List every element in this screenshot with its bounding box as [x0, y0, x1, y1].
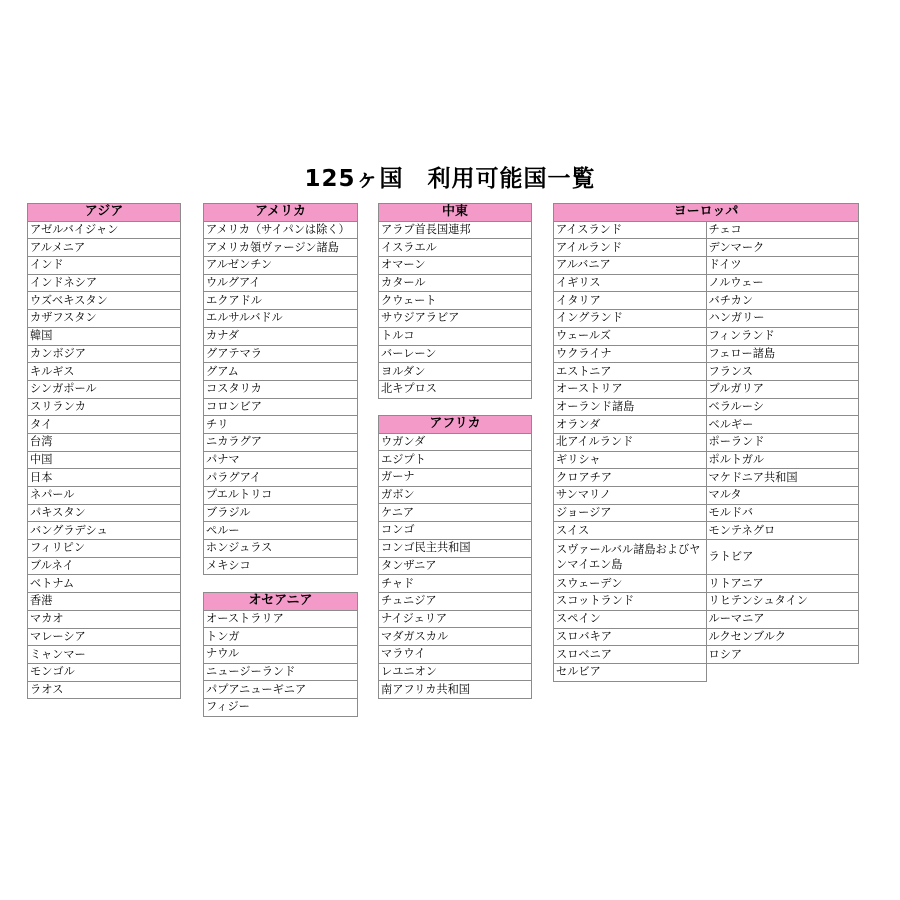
- country-cell-europe: ノルウェー: [706, 274, 859, 292]
- country-cell-europe: ベルギー: [706, 416, 859, 434]
- table-row: [204, 292, 358, 310]
- table-row: [379, 592, 532, 610]
- country-cell-europe: ドイツ: [706, 257, 859, 275]
- country-cell-oceania: ナウル: [204, 646, 358, 664]
- country-cell-europe: リヒテンシュタイン: [706, 593, 859, 611]
- country-cell-europe: オランダ: [554, 416, 707, 434]
- country-cell-europe: ハンガリー: [706, 310, 859, 328]
- table-row: [379, 292, 532, 310]
- table-row: [28, 575, 181, 593]
- country-cell-africa: タンザニア: [379, 557, 532, 575]
- country-cell-europe: モンテネグロ: [706, 522, 859, 540]
- country-cell-americas: ウルグアイ: [204, 274, 358, 292]
- country-cell-europe: スロベニア: [554, 646, 707, 664]
- country-cell-americas: プエルトリコ: [204, 487, 358, 505]
- country-cell-americas: ペルー: [204, 522, 358, 540]
- table-row: [554, 451, 859, 469]
- country-cell-africa: レユニオン: [379, 663, 532, 681]
- table-row: [204, 663, 358, 681]
- table-row: [554, 345, 859, 363]
- country-cell-europe: モルドバ: [706, 504, 859, 522]
- table-row: [554, 469, 859, 487]
- table-row: [554, 398, 859, 416]
- region-header-europe: ヨーロッパ: [554, 204, 859, 222]
- table-row: [554, 327, 859, 345]
- table-row: [379, 486, 532, 504]
- country-cell-americas: コロンビア: [204, 398, 358, 416]
- country-cell-europe: ベラルーシ: [706, 398, 859, 416]
- country-cell-asia: ブルネイ: [28, 557, 181, 575]
- country-cell-asia: カザフスタン: [28, 310, 181, 328]
- country-cell-europe: スロバキア: [554, 628, 707, 646]
- country-cell-asia: カンボジア: [28, 345, 181, 363]
- country-cell-oceania: パプアニューギニア: [204, 681, 358, 699]
- country-cell-africa: コンゴ民主共和国: [379, 539, 532, 557]
- country-cell-oceania: トンガ: [204, 628, 358, 646]
- table-row: [28, 380, 181, 398]
- table-row: [204, 487, 358, 505]
- country-cell-europe: ポルトガル: [706, 451, 859, 469]
- country-cell-americas: ホンジュラス: [204, 540, 358, 558]
- country-cell-europe: マルタ: [706, 487, 859, 505]
- region-table-americas: [203, 203, 358, 575]
- country-cell-asia: 台湾: [28, 433, 181, 451]
- country-cell-asia: 香港: [28, 593, 181, 611]
- table-row: [379, 645, 532, 663]
- country-cell-americas: コスタリカ: [204, 380, 358, 398]
- country-cell-americas: アルゼンチン: [204, 257, 358, 275]
- country-cell-middle-east: サウジアラビア: [379, 310, 532, 328]
- country-cell-americas: メキシコ: [204, 557, 358, 575]
- table-row: [379, 469, 532, 487]
- table-row: [379, 628, 532, 646]
- table-row: [379, 239, 532, 257]
- table-row: [379, 557, 532, 575]
- table-row: [28, 274, 181, 292]
- country-cell-europe: エストニア: [554, 363, 707, 381]
- table-row: [28, 398, 181, 416]
- country-cell-europe: アルバニア: [554, 257, 707, 275]
- table-row: [379, 221, 532, 239]
- table-row: [554, 593, 859, 611]
- table-row: [28, 451, 181, 469]
- country-cell-africa: エジプト: [379, 451, 532, 469]
- country-cell-europe: フィンランド: [706, 327, 859, 345]
- country-cell-europe: マケドニア共和国: [706, 469, 859, 487]
- country-cell-europe: デンマーク: [706, 239, 859, 257]
- country-cell-asia: モンゴル: [28, 663, 181, 681]
- country-cell-middle-east: カタール: [379, 274, 532, 292]
- country-cell-asia: アゼルバイジャン: [28, 221, 181, 239]
- country-cell-europe: 北アイルランド: [554, 433, 707, 451]
- table-row: [204, 363, 358, 381]
- table-row: [204, 257, 358, 275]
- table-row: [28, 257, 181, 275]
- country-cell-americas: カナダ: [204, 327, 358, 345]
- country-cell-europe: イギリス: [554, 274, 707, 292]
- country-cell-asia: アルメニア: [28, 239, 181, 257]
- country-cell-oceania: フィジー: [204, 699, 358, 717]
- table-row: [554, 221, 859, 239]
- region-table-europe: [553, 203, 859, 682]
- table-row: [554, 257, 859, 275]
- country-cell-europe: イタリア: [554, 292, 707, 310]
- country-cell-asia: バングラデシュ: [28, 522, 181, 540]
- table-row: [28, 681, 181, 699]
- country-cell-middle-east: オマーン: [379, 257, 532, 275]
- country-cell-asia: フィリピン: [28, 540, 181, 558]
- region-header-middle-east: 中東: [379, 204, 532, 222]
- country-cell-europe: ルクセンブルク: [706, 628, 859, 646]
- country-cell-europe: スペイン: [554, 610, 707, 628]
- country-cell-asia: ベトナム: [28, 575, 181, 593]
- empty-cell: [706, 663, 859, 681]
- table-row: [379, 274, 532, 292]
- country-cell-europe: フランス: [706, 363, 859, 381]
- country-cell-europe: ウクライナ: [554, 345, 707, 363]
- country-cell-europe: オーストリア: [554, 380, 707, 398]
- country-cell-americas: チリ: [204, 416, 358, 434]
- table-row: [379, 433, 532, 451]
- table-row: [28, 433, 181, 451]
- table-row: [379, 327, 532, 345]
- table-row: [204, 345, 358, 363]
- table-row: [204, 274, 358, 292]
- country-cell-asia: キルギス: [28, 363, 181, 381]
- country-cell-asia: 中国: [28, 451, 181, 469]
- table-row: [204, 239, 358, 257]
- table-row: [379, 257, 532, 275]
- country-cell-asia: タイ: [28, 416, 181, 434]
- table-row: [204, 557, 358, 575]
- table-row: [204, 504, 358, 522]
- table-row: [554, 487, 859, 505]
- table-row: [28, 540, 181, 558]
- table-row: [28, 487, 181, 505]
- table-row: [28, 363, 181, 381]
- country-cell-asia: マカオ: [28, 610, 181, 628]
- country-cell-europe: セルビア: [554, 663, 707, 681]
- region-table-oceania: [203, 592, 358, 717]
- country-cell-europe: スイス: [554, 522, 707, 540]
- table-row: [554, 610, 859, 628]
- table-row: [204, 380, 358, 398]
- table-row: [204, 416, 358, 434]
- country-cell-americas: パラグアイ: [204, 469, 358, 487]
- table-row: [379, 575, 532, 593]
- country-cell-africa: ナイジェリア: [379, 610, 532, 628]
- country-cell-middle-east: 北キプロス: [379, 380, 532, 398]
- country-cell-middle-east: トルコ: [379, 327, 532, 345]
- table-row: [379, 451, 532, 469]
- country-cell-africa: ウガンダ: [379, 433, 532, 451]
- table-row: [204, 646, 358, 664]
- country-cell-americas: エルサルバドル: [204, 310, 358, 328]
- table-row: [554, 504, 859, 522]
- table-row: [204, 681, 358, 699]
- table-row: [204, 469, 358, 487]
- country-cell-middle-east: アラブ首長国連邦: [379, 221, 532, 239]
- table-row: [204, 221, 358, 239]
- table-row: [28, 610, 181, 628]
- region-header-oceania: オセアニア: [204, 593, 358, 611]
- country-cell-europe: スコットランド: [554, 593, 707, 611]
- table-row: [204, 433, 358, 451]
- table-row: [28, 221, 181, 239]
- country-cell-europe: バチカン: [706, 292, 859, 310]
- country-cell-middle-east: クウェート: [379, 292, 532, 310]
- table-row: [204, 628, 358, 646]
- table-row: [28, 327, 181, 345]
- table-row: [379, 310, 532, 328]
- country-cell-americas: パナマ: [204, 451, 358, 469]
- country-cell-asia: ネパール: [28, 487, 181, 505]
- country-cell-europe: アイルランド: [554, 239, 707, 257]
- country-cell-africa: マダガスカル: [379, 628, 532, 646]
- table-row: [554, 363, 859, 381]
- table-row: [554, 522, 859, 540]
- country-cell-europe: ウェールズ: [554, 327, 707, 345]
- country-cell-europe: サンマリノ: [554, 487, 707, 505]
- country-cell-europe: スウェーデン: [554, 575, 707, 593]
- region-header-asia: アジア: [28, 204, 181, 222]
- table-row: [379, 610, 532, 628]
- country-cell-europe: ルーマニア: [706, 610, 859, 628]
- table-row: [28, 239, 181, 257]
- country-cell-middle-east: バーレーン: [379, 345, 532, 363]
- country-cell-asia: インドネシア: [28, 274, 181, 292]
- country-cell-americas: グアム: [204, 363, 358, 381]
- page-title: 125ヶ国 利用可能国一覧: [304, 166, 596, 192]
- table-row: [204, 610, 358, 628]
- region-header-americas: アメリカ: [204, 204, 358, 222]
- table-row: [28, 469, 181, 487]
- country-cell-europe: ジョージア: [554, 504, 707, 522]
- country-cell-americas: グアテマラ: [204, 345, 358, 363]
- table-row: [379, 539, 532, 557]
- country-cell-oceania: オーストラリア: [204, 610, 358, 628]
- country-cell-middle-east: イスラエル: [379, 239, 532, 257]
- table-row: [554, 292, 859, 310]
- table-row: [379, 380, 532, 398]
- country-cell-europe: リトアニア: [706, 575, 859, 593]
- table-row: [204, 540, 358, 558]
- country-cell-africa: チャド: [379, 575, 532, 593]
- country-cell-americas: ブラジル: [204, 504, 358, 522]
- table-row: [379, 681, 532, 699]
- country-cell-europe: アイスランド: [554, 221, 707, 239]
- table-row: [554, 274, 859, 292]
- table-row: [379, 363, 532, 381]
- country-cell-africa: ケニア: [379, 504, 532, 522]
- table-row: [28, 310, 181, 328]
- country-cell-asia: シンガポール: [28, 380, 181, 398]
- table-row: [204, 699, 358, 717]
- country-cell-europe: スヴァールバル諸島およびヤンマイエン島: [554, 540, 707, 575]
- country-cell-africa: ガボン: [379, 486, 532, 504]
- country-cell-europe: オーランド諸島: [554, 398, 707, 416]
- country-cell-africa: チュニジア: [379, 592, 532, 610]
- region-table-middle-east: [378, 203, 532, 399]
- table-row: [204, 451, 358, 469]
- region-table-africa: [378, 415, 532, 699]
- country-cell-europe: ギリシャ: [554, 451, 707, 469]
- country-cell-asia: マレーシア: [28, 628, 181, 646]
- table-row: [554, 380, 859, 398]
- table-row: [28, 522, 181, 540]
- table-row: [554, 310, 859, 328]
- country-cell-asia: ミャンマー: [28, 646, 181, 664]
- country-cell-asia: ラオス: [28, 681, 181, 699]
- country-cell-europe: ロシア: [706, 646, 859, 664]
- country-cell-asia: パキスタン: [28, 504, 181, 522]
- country-cell-middle-east: ヨルダン: [379, 363, 532, 381]
- country-cell-africa: ガーナ: [379, 469, 532, 487]
- country-cell-africa: マラウイ: [379, 645, 532, 663]
- country-cell-asia: 韓国: [28, 327, 181, 345]
- table-row: [204, 327, 358, 345]
- table-row: [204, 522, 358, 540]
- table-row: [554, 239, 859, 257]
- country-cell-asia: ウズベキスタン: [28, 292, 181, 310]
- table-row: [554, 646, 859, 664]
- table-row: [28, 416, 181, 434]
- country-cell-oceania: ニュージーランド: [204, 663, 358, 681]
- country-cell-africa: コンゴ: [379, 522, 532, 540]
- country-cell-americas: アメリカ（サイパンは除く）: [204, 221, 358, 239]
- table-row: [379, 345, 532, 363]
- table-row: [204, 398, 358, 416]
- table-row: [28, 292, 181, 310]
- table-row: [554, 433, 859, 451]
- table-row: [379, 663, 532, 681]
- table-row: [554, 416, 859, 434]
- country-cell-asia: 日本: [28, 469, 181, 487]
- country-cell-africa: 南アフリカ共和国: [379, 681, 532, 699]
- table-row: [554, 628, 859, 646]
- country-cell-americas: ニカラグア: [204, 433, 358, 451]
- table-row: [28, 504, 181, 522]
- country-cell-europe: クロアチア: [554, 469, 707, 487]
- country-cell-europe: イングランド: [554, 310, 707, 328]
- table-row: [554, 540, 859, 575]
- country-cell-europe: チェコ: [706, 221, 859, 239]
- table-row: [28, 345, 181, 363]
- table-row: [28, 593, 181, 611]
- region-header-africa: アフリカ: [379, 416, 532, 434]
- table-row: [28, 663, 181, 681]
- table-row: [379, 504, 532, 522]
- table-row: [554, 663, 859, 681]
- country-cell-europe: フェロー諸島: [706, 345, 859, 363]
- country-cell-europe: ブルガリア: [706, 380, 859, 398]
- table-row: [28, 646, 181, 664]
- country-cell-europe: ラトビア: [706, 540, 859, 575]
- region-table-asia: [27, 203, 181, 699]
- country-cell-americas: アメリカ領ヴァージン諸島: [204, 239, 358, 257]
- country-cell-asia: インド: [28, 257, 181, 275]
- country-cell-europe: ポーランド: [706, 433, 859, 451]
- country-cell-americas: エクアドル: [204, 292, 358, 310]
- table-row: [28, 628, 181, 646]
- table-row: [204, 310, 358, 328]
- country-cell-asia: スリランカ: [28, 398, 181, 416]
- table-row: [554, 575, 859, 593]
- table-row: [28, 557, 181, 575]
- table-row: [379, 522, 532, 540]
